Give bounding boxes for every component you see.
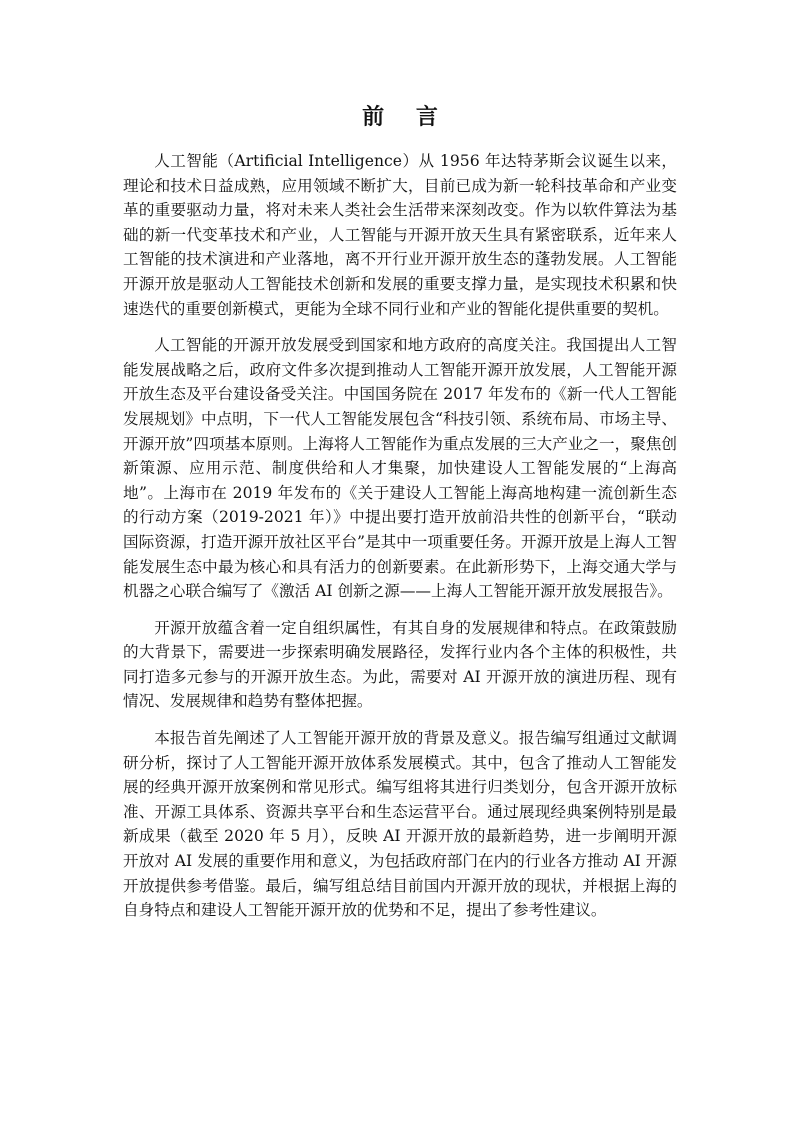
paragraph-4: 本报告首先阐述了人工智能开源开放的背景及意义。报告编写组通过文献调研分析，探讨了人工智能开源开放体系发展模式。其中，包含了推动人工智能发展的经典开源开放案例和常见形式。编写组将其进行归类划分，包含开源开放标准、开源工具体系、资源共享平台和生态运营平台。通过展现经典案例特别是最新成果（截至 2020 年 5 月），反映 AI 开源开放的最新趋势，进一步阐明开源开放对 AI 发展的重要作用和意义，为包括政府部门在内的行业各方推动 AI 开源开放提供参考借鉴。最后，编写组总结目前国内开源开放的现状，并根据上海的自身特点和建设人工智能开源开放的优势和不足，提出了参考性建议。 bbox=[123, 729, 677, 920]
paragraph-2: 人工智能的开源开放发展受到国家和地方政府的高度关注。我国提出人工智能发展战略之后，政府文件多次提到推动人工智能开源开放发展，人工智能开源开放生态及平台建设备受关注。中国国务院在 2017 年发布的《新一代人工智能发展规划》中点明，下一代人工智能发展包含“科技引领、系统布局、市场主导、开源开放”四项基本原则。上海将人工智能作为重点发展的三大产业之一，聚焦创新策源、应用示范、制度供给和人才集聚，加快建设人工智能发展的“上海高地”。上海市在 2019 年发布的《关于建设人工智能上海高地构建一流创新生态的行动方案（2019-2021 年）》中提出要打造开放前沿共性的创新平台，“联动国际资源，打造开源开放社区平台”是其中一项重要任务。开源开放是上海人工智能发展生态中最为核心和具有活力的创新要素。在此新形势下，上海交通大学与机器之心联合编写了《激活 AI 创新之源——上海人工智能开源开放发展报告》。 bbox=[123, 336, 677, 601]
paragraph-3: 开源开放蕴含着一定自组织属性，有其自身的发展规律和特点。在政策鼓励的大背景下，需要进一步探索明确发展路径，发挥行业内各个主体的积极性，共同打造多元参与的开源开放生态。为此，需要对 AI 开源开放的演进历程、现有情况、发展规律和趋势有整体把握。 bbox=[123, 618, 677, 711]
document-page bbox=[123, 100, 677, 935]
page-title: 前 言 bbox=[362, 104, 450, 130]
paragraph-1: 人工智能（Artificial Intelligence）从 1956 年达特茅斯会议诞生以来，理论和技术日益成熟，应用领域不断扩大，目前已成为新一轮科技革命和产业变革的重要驱动力量，将对未来人类社会生活带来深刻改变。作为以软件算法为基础的新一代变革技术和产业，人工智能与开源开放天生具有紧密联系，近年来人工智能的技术演进和产业落地，离不开行业开源开放生态的蓬勃发展。人工智能开源开放是驱动人工智能技术创新和发展的重要支撑力量，是实现技术积累和快速迭代的重要创新模式，更能为全球不同行业和产业的智能化提供重要的契机。 bbox=[123, 152, 677, 318]
